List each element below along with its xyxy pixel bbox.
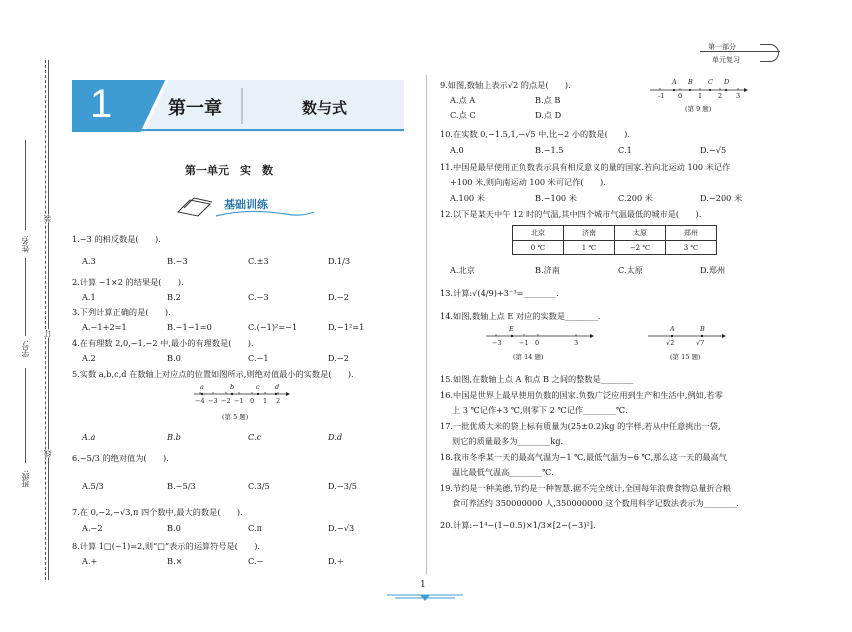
table-cell-city: 郑州: [666, 226, 717, 241]
fig5-tick-1: −3: [208, 397, 218, 405]
fig5-tick-2: −2: [221, 397, 231, 405]
q1-option-a[interactable]: A.3: [82, 256, 96, 266]
fig15-point-a: A: [670, 325, 675, 333]
q1-option-c[interactable]: C.±3: [248, 256, 269, 266]
q11-option-a[interactable]: A.100 米: [450, 193, 485, 203]
fig5-tick-3: −1: [234, 397, 244, 405]
q11-option-c[interactable]: C.200 米: [618, 193, 653, 203]
q4-option-d[interactable]: D.−2: [328, 353, 349, 363]
unit-title: 第一单元 实 数: [185, 164, 273, 177]
fig15-caption: (第 15 题): [670, 353, 701, 361]
q6-option-c[interactable]: C.3/5: [248, 481, 270, 491]
q2-option-b[interactable]: B.2: [167, 292, 181, 302]
column-divider: [426, 75, 427, 575]
chapter-number: 1: [90, 82, 113, 126]
binding-name-blank: [25, 140, 26, 230]
q3-option-c[interactable]: C.(−1)²=−1: [248, 322, 298, 332]
question-4-stem: 4.在有理数 2,0,−1,−2 中,最小的有理数是( ).: [72, 338, 254, 348]
binding-name-label: 姓名:: [21, 235, 30, 253]
question-6-stem: 6.−5/3 的绝对值为( ).: [72, 453, 169, 463]
q10-option-b[interactable]: B.−1.5: [535, 145, 564, 155]
table-cell-temp: 1 ℃: [564, 241, 615, 255]
fig9-point-d: D: [724, 78, 730, 86]
q12-option-c[interactable]: C.太原: [618, 265, 643, 275]
q2-option-c[interactable]: C.−3: [248, 292, 269, 302]
q10-option-c[interactable]: C.1: [618, 145, 632, 155]
question-9-stem: 9.如图,数轴上表示√2 的点是( ).: [440, 80, 571, 90]
page-number-ornament: [385, 592, 465, 602]
q8-option-c[interactable]: C.−: [248, 556, 264, 566]
table-cell-city: 济南: [564, 226, 615, 241]
fig9-point-b: B: [688, 78, 693, 86]
binding-class-label: 班级:: [21, 470, 30, 488]
binding-id-label: 学号:: [21, 340, 30, 358]
q7-option-d[interactable]: D.−√3: [328, 523, 355, 533]
q2-option-a[interactable]: A.1: [82, 292, 96, 302]
fig14-tick-0: −3: [492, 339, 502, 347]
question-17-stem: 17.一批优质大米的袋上标有质量为(25±0.2)kg 的字样,若从中任意挑出一袋,: [440, 421, 721, 431]
fig15-value-a: √2: [666, 339, 675, 347]
binding-seal-mark: 线: [43, 450, 52, 458]
q1-option-d[interactable]: D.1/3: [328, 256, 351, 266]
question-12-stem: 12.以下是某天中午 12 时的气温,其中四个城市气温最低的城市是( ).: [440, 209, 702, 219]
q7-option-a[interactable]: A.−2: [82, 523, 103, 533]
fig5-tick-5: 1: [263, 397, 268, 405]
q8-option-d[interactable]: D.÷: [328, 556, 344, 566]
question-13-stem: 13.计算:√(4/9)+3⁻³=________.: [440, 288, 559, 298]
fig9-caption: (第 9 题): [685, 105, 712, 113]
question-11-stem: 11.中国是最早使用正负数表示具有相反意义的量的国家.若向北运动 100 米记作: [440, 162, 731, 172]
fig9-tick-0: -1: [658, 92, 665, 100]
binding-cut-mark: 装: [43, 215, 52, 223]
table-cell-temp: −2 ℃: [615, 241, 666, 255]
q3-option-d[interactable]: D.−1²=1: [328, 322, 365, 332]
fig5-point-c: c: [256, 383, 260, 391]
fig5-point-d: d: [275, 383, 280, 391]
fig14-tick-3: 3: [574, 339, 579, 347]
binding-line: [45, 60, 46, 580]
fig9-point-a: A: [672, 78, 677, 86]
header-tab-shape: [760, 44, 779, 62]
fig5-tick-4: 0: [250, 397, 255, 405]
q6-option-d[interactable]: D.−3/5: [328, 481, 357, 491]
q11-option-d[interactable]: D.−200 米: [700, 193, 743, 203]
table-row: [513, 226, 717, 241]
question-15-stem: 15.如图,在数轴上点 A 和点 B 之间的整数是________: [440, 374, 634, 384]
q12-temperature-table: [512, 225, 717, 255]
fig14-tick-2: 0: [535, 339, 540, 347]
question-19-stem: 19.节约是一种美德,节约是一种智慧.据不完全统计,全国每年浪费食物总量折合粮: [440, 483, 732, 493]
q4-option-b[interactable]: B.0: [167, 353, 181, 363]
q9-option-a[interactable]: A.点 A: [450, 95, 476, 105]
fig9-tick-4: 3: [736, 92, 741, 100]
q6-option-b[interactable]: B.−5/3: [167, 481, 196, 491]
binding-class-blank: [25, 368, 26, 463]
table-row: [513, 241, 717, 255]
question-3-stem: 3.下列计算正确的是( ).: [72, 307, 171, 317]
q12-option-a[interactable]: A.北京: [450, 265, 475, 275]
fig15-point-b: B: [700, 325, 705, 333]
header-section-label: 单元复习: [712, 56, 740, 64]
question-14-stem: 14.如图,数轴上点 E 对应的实数是________.: [440, 311, 601, 321]
table-cell-city: 太原: [615, 226, 666, 241]
fig15-number-line: [646, 326, 726, 346]
q7-option-b[interactable]: B.0: [167, 523, 181, 533]
chapter-title: 第一章: [168, 98, 222, 119]
chapter-subject: 数与式: [302, 99, 348, 117]
chapter-banner: [72, 80, 404, 132]
q4-option-a[interactable]: A.2: [82, 353, 96, 363]
q2-option-d[interactable]: D.−2: [328, 292, 349, 302]
fig14-caption: (第 14 题): [513, 353, 544, 361]
fig5-caption: (第 5 题): [222, 413, 249, 421]
question-20-stem: 20.计算:−1⁴−(1−0.5)×1/3×[2−(−3)²].: [440, 520, 596, 530]
fig15-value-b: √7: [696, 339, 705, 347]
table-cell-temp: 3 ℃: [666, 241, 717, 255]
question-2-stem: 2.计算 −1×2 的结果是( ).: [72, 277, 184, 287]
fig5-tick-0: −4: [195, 397, 205, 405]
question-5-stem: 5.实数 a,b,c,d 在数轴上对应点的位置如图所示,则绝对值最小的实数是( ).: [72, 369, 354, 379]
question-8-stem: 8.计算 1□(−1)=2,则“□”表示的运算符号是( ).: [72, 541, 261, 551]
chapter-banner-shape: [72, 80, 404, 132]
fig5-point-a: a: [200, 383, 204, 391]
q12-option-b[interactable]: B.济南: [535, 265, 560, 275]
q6-option-a[interactable]: A.5/3: [82, 481, 104, 491]
fig5-point-b: b: [230, 383, 235, 391]
q5-option-d[interactable]: D.d: [328, 432, 343, 442]
q5-option-a[interactable]: A.a: [82, 432, 96, 442]
question-16-stem: 16.中国是世界上最早使用负数的国家.负数广泛应用到生产和生活中,例如,若零: [440, 390, 723, 400]
q5-option-b[interactable]: B.b: [167, 432, 181, 442]
fig14-tick-1: −1: [519, 339, 529, 347]
binding-line-mark: 订: [43, 330, 52, 338]
q11-option-b[interactable]: B.−100 米: [535, 193, 577, 203]
table-cell-city: 北京: [513, 226, 564, 241]
fig14-point-e: E: [509, 325, 514, 333]
q10-option-a[interactable]: A.0: [450, 145, 464, 155]
q8-option-b[interactable]: B.×: [167, 556, 183, 566]
binding-id-blank: [25, 258, 26, 336]
header-part-label: 第一部分: [708, 43, 736, 51]
q9-option-d[interactable]: D.点 D: [535, 110, 562, 120]
question-17-stem-cont: 则它的质量最多为________kg.: [452, 436, 564, 446]
question-7-stem: 7.在 0,−2,−√3,π 四个数中,最大的数是( ).: [72, 507, 243, 517]
fig9-tick-2: 1: [698, 92, 703, 100]
q5-option-c[interactable]: C.c: [248, 432, 262, 442]
q9-option-c[interactable]: C.点 C: [450, 110, 476, 120]
q10-option-d[interactable]: D.−√5: [700, 145, 727, 155]
section-badge: [176, 194, 316, 220]
table-cell-temp: 0 ℃: [513, 241, 564, 255]
q7-option-c[interactable]: C.π: [248, 523, 262, 533]
q3-option-a[interactable]: A.−1+2=1: [82, 322, 127, 332]
q4-option-c[interactable]: C.−1: [248, 353, 269, 363]
question-19-stem-cont: 食可养活约 350000000 人,350000000 这个数用科学记数法表示为________.: [452, 498, 739, 508]
question-1-stem: 1.−3 的相反数是( ).: [72, 234, 161, 244]
fig5-tick-6: 2: [276, 397, 281, 405]
fig9-tick-3: 2: [718, 92, 723, 100]
section-badge-label: 基础训练: [224, 198, 268, 211]
q1-option-b[interactable]: B.−3: [167, 256, 188, 266]
q3-option-b[interactable]: B.−1−1=0: [167, 322, 212, 332]
q8-option-a[interactable]: A.+: [82, 556, 98, 566]
fig9-tick-1: 0: [678, 92, 683, 100]
q12-option-d[interactable]: D.郑州: [700, 265, 726, 275]
question-18-stem: 18.我市冬季某一天的最高气温为−1 ℃,最低气温为−6 ℃,那么这一天的最高气: [440, 452, 727, 462]
question-18-stem-cont: 温比最低气温高________℃.: [452, 467, 554, 477]
question-10-stem: 10.在实数 0,−1.5,1,−√5 中,比−2 小的数是( ).: [440, 129, 630, 139]
fig9-point-c: C: [708, 78, 713, 86]
question-16-stem-cont: 上 3 ℃记作+3 ℃,则零下 2 ℃记作________℃.: [452, 405, 628, 415]
page-number: 1: [420, 580, 426, 590]
question-11-stem-cont: +100 米,则向南运动 100 米可记作( ).: [450, 177, 606, 187]
binding-line-outer: [48, 60, 49, 580]
q9-option-b[interactable]: B.点 B: [535, 95, 561, 105]
